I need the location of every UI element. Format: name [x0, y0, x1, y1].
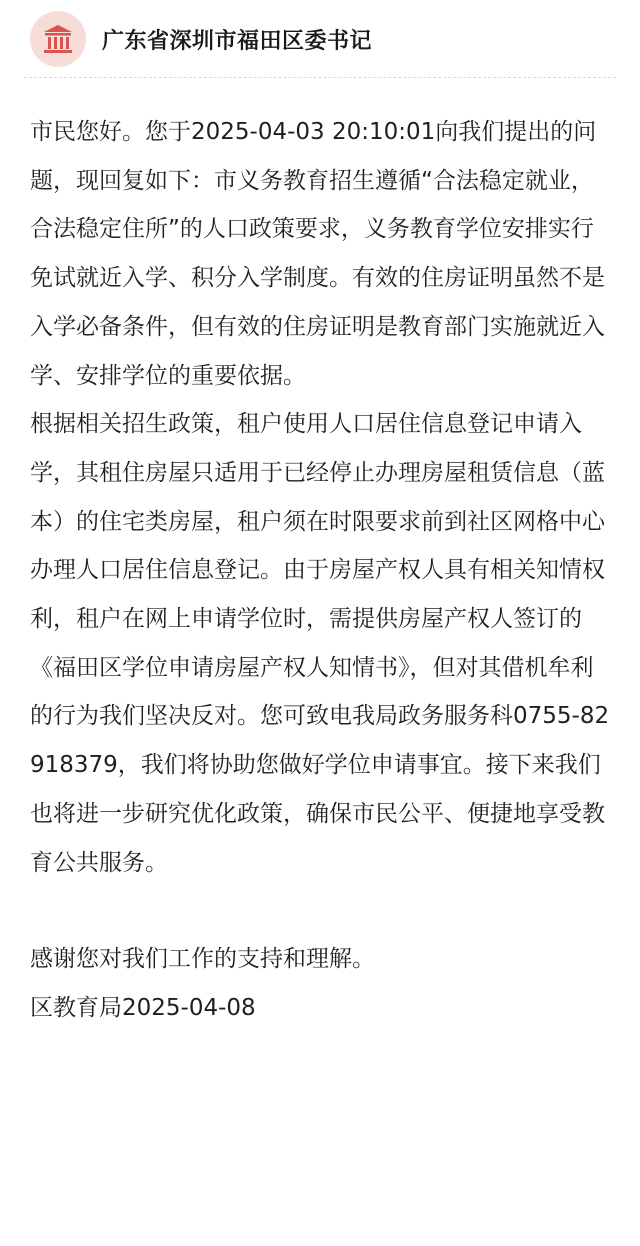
- reply-header: [0, 0, 640, 78]
- signature-line: 区教育局2025-04-08: [30, 994, 256, 1021]
- reply-body: [30, 108, 612, 1033]
- official-title: 广东省深圳市福田区委书记: [102, 28, 373, 54]
- paragraph-spacer: [30, 887, 612, 935]
- header-divider: [24, 77, 616, 78]
- reply-paragraph-1: 市民您好。您于2025-04-03 20:10:01向我们提出的问题，现回复如下：市义务教育招生遵循“合法稳定就业，合法稳定住所”的人口政策要求，义务教育学位安排实行免试就近入学、积分入学制度。有效的住房证明虽然不是入学必备条件，但有效的住房证明是教育部门实施就近入学、安排学位的重要依据。: [30, 119, 605, 389]
- thanks-line: 感谢您对我们工作的支持和理解。: [30, 946, 375, 973]
- reply-paragraph-2: 根据相关招生政策，租户使用人口居住信息登记申请入学，其租住房屋只适用于已经停止办理房屋租赁信息（蓝本）的住宅类房屋，租户须在时限要求前到社区网格中心办理人口居住信息登记。由于房屋产权人具有相关知情权利，租户在网上申请学位时，需提供房屋产权人签订的《福田区学位申请房屋产权人知情书》，但对其借机牟利的行为我们坚决反对。您可致电我局政务服务科0755-82918379，我们将协助您做好学位申请事宜。接下来我们也将进一步研究优化政策，确保市民公平、便捷地享受教育公共服务。: [30, 411, 610, 876]
- government-building-icon: [30, 11, 86, 67]
